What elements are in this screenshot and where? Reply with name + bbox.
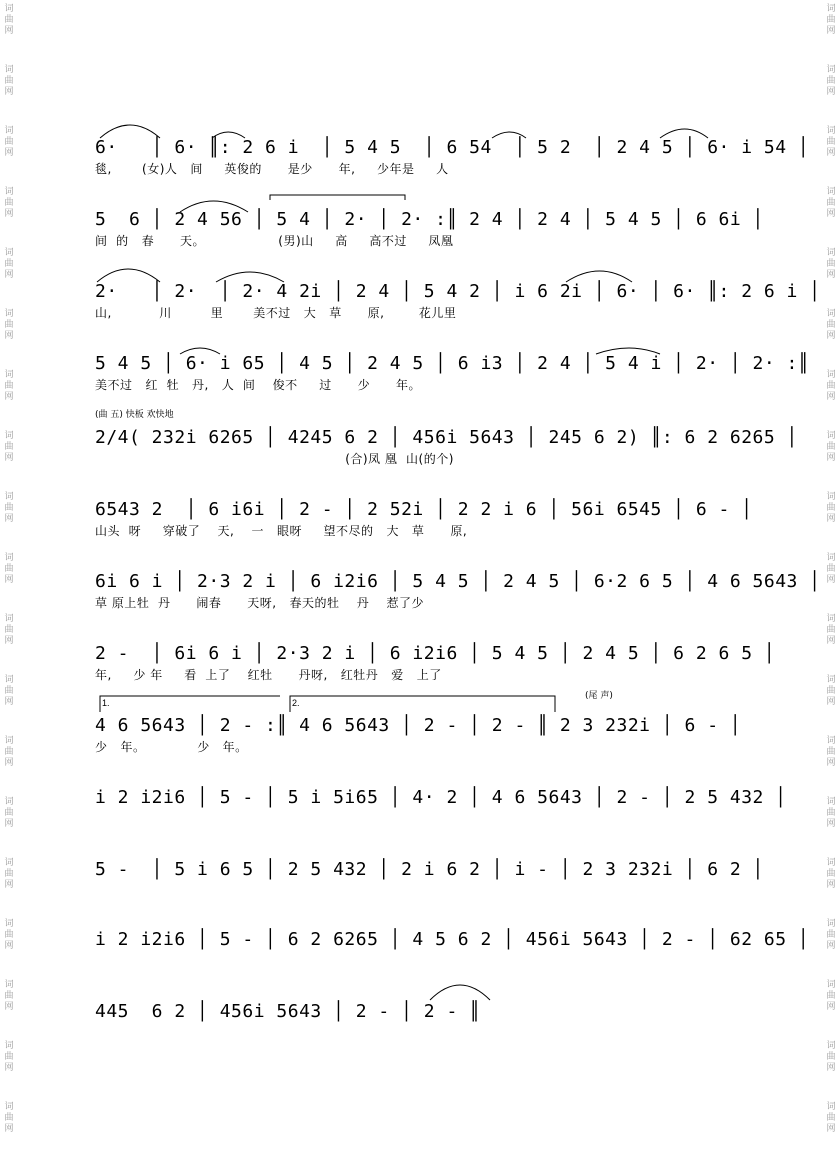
watermark-glyph: 曲 — [826, 686, 836, 696]
watermark-glyph: 词 — [4, 309, 14, 319]
watermark-glyph: 曲 — [4, 76, 14, 86]
watermark-glyph: 词 — [4, 4, 14, 14]
watermark-glyph: 曲 — [4, 442, 14, 452]
watermark-glyph: 曲 — [4, 808, 14, 818]
watermark-glyph: 曲 — [4, 259, 14, 269]
watermark-glyph: 曲 — [826, 1052, 836, 1062]
notes-line: 2/4( 232i 6265 │ 4245 6 2 │ 456i 5643 │ 245 6 2) ║: 6 2 6265 │ — [95, 427, 798, 448]
watermark-glyph: 曲 — [4, 1052, 14, 1062]
notes-line: i 2 i2i6 │ 5 - │ 5 i 5i65 │ 4· 2 │ 4 6 5643 │ 2 - │ 2 5 432 │ — [95, 787, 787, 808]
watermark-glyph: 词 — [4, 858, 14, 868]
notes-line: 5 4 5 │ 6· i 65 │ 4 5 │ 2 4 5 │ 6 i3 │ 2 4 │ 5 4 i │ 2· │ 2· :║ — [95, 353, 810, 374]
watermark-glyph: 词 — [4, 65, 14, 75]
watermark-glyph: 词 — [4, 919, 14, 929]
lyrics-line: 年, 少 年 看 上了 红牡 丹呀, 红牡丹 爱 上了 — [95, 668, 442, 682]
watermark-glyph: 词 — [4, 187, 14, 197]
watermark-glyph: 曲 — [826, 869, 836, 879]
watermark-glyph: 网 — [4, 392, 14, 402]
watermark-glyph: 词 — [4, 797, 14, 807]
watermark-glyph: 词 — [826, 187, 836, 197]
notes-line: 6· │ 6· ║: 2 6 i │ 5 4 5 │ 6 54 │ 5 2 │ 2 4 5 │ 6· i 54 │ — [95, 137, 810, 158]
watermark-glyph: 词 — [826, 797, 836, 807]
watermark-glyph: 曲 — [4, 747, 14, 757]
watermark-glyph: 网 — [4, 209, 14, 219]
watermark-glyph: 词 — [4, 553, 14, 563]
watermark-glyph: 曲 — [4, 686, 14, 696]
watermark-glyph: 网 — [826, 87, 836, 97]
watermark-glyph: 网 — [826, 209, 836, 219]
watermark-glyph: 词 — [4, 675, 14, 685]
watermark-glyph: 曲 — [826, 15, 836, 25]
watermark-glyph: 网 — [826, 758, 836, 768]
watermark-glyph: 网 — [4, 819, 14, 829]
watermark-glyph: 网 — [4, 26, 14, 36]
watermark-glyph: 词 — [826, 4, 836, 14]
watermark-glyph: 词 — [826, 1102, 836, 1112]
watermark-glyph: 曲 — [826, 747, 836, 757]
watermark-glyph: 词 — [4, 492, 14, 502]
watermark-glyph: 词 — [826, 919, 836, 929]
tie-bracket — [270, 195, 405, 200]
lyrics-line: 毯, (女)人 间 英俊的 是少 年, 少年是 人 — [95, 162, 449, 176]
slur-mark — [216, 272, 284, 282]
volta-2-label: 2. — [292, 698, 300, 708]
watermark-glyph: 网 — [4, 1063, 14, 1073]
watermark-glyph: 网 — [4, 941, 14, 951]
watermark-glyph: 词 — [826, 553, 836, 563]
watermark-glyph: 曲 — [4, 1113, 14, 1123]
watermark-glyph: 词 — [4, 736, 14, 746]
watermark-glyph: 词 — [826, 675, 836, 685]
watermark-glyph: 词 — [826, 1041, 836, 1051]
watermark-glyph: 曲 — [4, 991, 14, 1001]
coda-marker: (尾 声) — [585, 691, 613, 701]
watermark-glyph: 网 — [826, 575, 836, 585]
watermark-glyph: 网 — [4, 148, 14, 158]
watermark-glyph: 网 — [826, 514, 836, 524]
watermark-glyph: 曲 — [826, 564, 836, 574]
watermark-glyph: 网 — [826, 331, 836, 341]
watermark-glyph: 曲 — [4, 381, 14, 391]
watermark-glyph: 曲 — [826, 259, 836, 269]
watermark-glyph: 词 — [4, 980, 14, 990]
watermark-glyph: 曲 — [4, 15, 14, 25]
watermark-glyph: 网 — [826, 1063, 836, 1073]
watermark-glyph: 网 — [826, 148, 836, 158]
watermark-glyph: 网 — [826, 697, 836, 707]
watermark-glyph: 网 — [826, 941, 836, 951]
section-marker: (曲 五) 快板 欢快地 — [95, 410, 174, 420]
watermark-glyph: 网 — [826, 26, 836, 36]
watermark-glyph: 曲 — [4, 198, 14, 208]
watermark-glyph: 网 — [4, 758, 14, 768]
notes-line: 5 - │ 5 i 6 5 │ 2 5 432 │ 2 i 6 2 │ i - │ 2 3 232i │ 6 2 │ — [95, 859, 764, 880]
watermark-glyph: 网 — [4, 1002, 14, 1012]
volta-2-bracket — [290, 696, 555, 712]
watermark-glyph: 词 — [826, 858, 836, 868]
slur-mark — [100, 125, 160, 138]
notes-line: 2 - │ 6i 6 i │ 2·3 2 i │ 6 i2i6 │ 5 4 5 │ 2 4 5 │ 6 2 6 5 │ — [95, 643, 776, 664]
notes-line: 6543 2 │ 6 i6i │ 2 - │ 2 52i │ 2 2 i 6 │ 56i 6545 │ 6 - │ — [95, 499, 753, 520]
slur-mark — [180, 348, 220, 354]
slur-mark — [660, 129, 708, 138]
watermark-glyph: 网 — [826, 392, 836, 402]
watermark-glyph: 网 — [4, 636, 14, 646]
watermark-glyph: 网 — [4, 453, 14, 463]
watermark-glyph: 曲 — [826, 1113, 836, 1123]
watermark-glyph: 曲 — [4, 320, 14, 330]
watermark-glyph: 网 — [4, 331, 14, 341]
watermark-glyph: 网 — [826, 270, 836, 280]
watermark-glyph: 网 — [826, 636, 836, 646]
watermark-glyph: 曲 — [826, 76, 836, 86]
watermark-glyph: 词 — [826, 65, 836, 75]
slur-mark — [566, 271, 632, 282]
watermark-glyph: 词 — [4, 1102, 14, 1112]
watermark-glyph: 网 — [826, 1002, 836, 1012]
watermark-glyph: 词 — [4, 614, 14, 624]
watermark-glyph: 曲 — [826, 442, 836, 452]
watermark-glyph: 曲 — [826, 991, 836, 1001]
watermark-glyph: 词 — [4, 248, 14, 258]
slur-mark — [212, 132, 245, 138]
watermark-glyph: 词 — [826, 370, 836, 380]
watermark-glyph: 曲 — [4, 869, 14, 879]
watermark-glyph: 曲 — [826, 137, 836, 147]
slur-mark — [492, 132, 526, 138]
watermark-glyph: 网 — [4, 697, 14, 707]
watermark-glyph: 曲 — [826, 503, 836, 513]
notes-line: 5 6 │ 2 4 56 │ 5 4 │ 2· │ 2· :║ 2 4 │ 2 4 │ 5 4 5 │ 6 6i │ — [95, 209, 764, 230]
watermark-glyph: 网 — [4, 270, 14, 280]
slur-mark — [430, 985, 490, 1000]
slur-mark — [180, 201, 248, 212]
lyrics-line: 美不过 红 牡 丹, 人 间 俊不 过 少 年。 — [95, 378, 422, 392]
watermark-glyph: 网 — [4, 880, 14, 890]
notes-line: 445 6 2 │ 456i 5643 │ 2 - │ 2 - ║ — [95, 1001, 481, 1022]
watermark-glyph: 曲 — [826, 381, 836, 391]
watermark-glyph: 曲 — [4, 137, 14, 147]
watermark-glyph: 网 — [4, 87, 14, 97]
watermark-glyph: 词 — [826, 126, 836, 136]
watermark-glyph: 词 — [826, 248, 836, 258]
lyrics-line: 间 的 春 天。 (男)山 高 高不过 凤凰 — [95, 234, 454, 248]
notes-line: 6i 6 i │ 2·3 2 i │ 6 i2i6 │ 5 4 5 │ 2 4 5 │ 6·2 6 5 │ 4 6 5643 │ — [95, 571, 821, 592]
watermark-glyph: 词 — [826, 309, 836, 319]
watermark-glyph: 词 — [826, 614, 836, 624]
watermark-glyph: 词 — [826, 492, 836, 502]
watermark-glyph: 网 — [4, 575, 14, 585]
lyrics-line: (合)凤 凰 山(的个) — [95, 452, 454, 466]
watermark-glyph: 词 — [826, 736, 836, 746]
watermark-glyph: 曲 — [826, 320, 836, 330]
watermark-glyph: 网 — [826, 1124, 836, 1134]
watermark-glyph: 曲 — [826, 625, 836, 635]
watermark-glyph: 网 — [4, 1124, 14, 1134]
watermark-glyph: 曲 — [4, 930, 14, 940]
lyrics-line: 草 原上牡 丹 闹春 天呀, 春天的牡 丹 惹了少 — [95, 596, 424, 610]
watermark-glyph: 网 — [4, 514, 14, 524]
watermark-glyph: 曲 — [4, 564, 14, 574]
volta-1-label: 1. — [102, 698, 110, 708]
lyrics-line: 山, 川 里 美不过 大 草 原, 花儿里 — [95, 306, 457, 320]
watermark-glyph: 网 — [826, 880, 836, 890]
watermark-glyph: 词 — [4, 431, 14, 441]
watermark-glyph: 曲 — [826, 930, 836, 940]
watermark-glyph: 网 — [826, 453, 836, 463]
slur-mark — [97, 269, 160, 282]
watermark-glyph: 曲 — [4, 625, 14, 635]
watermark-glyph: 曲 — [826, 808, 836, 818]
lyrics-line: 山头 呀 穿破了 天, 一 眼呀 望不尽的 大 草 原, — [95, 524, 468, 538]
notes-line: 4 6 5643 │ 2 - :║ 4 6 5643 │ 2 - │ 2 - ║ 2 3 232i │ 6 - │ — [95, 715, 742, 736]
lyrics-line: 少 年。 少 年。 — [95, 740, 248, 754]
watermark-glyph: 曲 — [4, 503, 14, 513]
notes-line: i 2 i2i6 │ 5 - │ 6 2 6265 │ 4 5 6 2 │ 456i 5643 │ 2 - │ 62 65 │ — [95, 929, 810, 950]
watermark-glyph: 词 — [4, 1041, 14, 1051]
slur-mark — [596, 348, 660, 354]
watermark-glyph: 词 — [826, 980, 836, 990]
watermark-glyph: 网 — [826, 819, 836, 829]
watermark-glyph: 词 — [4, 126, 14, 136]
notes-line: 2· │ 2· │ 2· 4 2i │ 2 4 │ 5 4 2 │ i 6 2i │ 6· │ 6· ║: 2 6 i │ — [95, 281, 821, 302]
watermark-glyph: 词 — [4, 370, 14, 380]
watermark-glyph: 词 — [826, 431, 836, 441]
volta-1-bracket — [100, 696, 280, 712]
watermark-glyph: 曲 — [826, 198, 836, 208]
